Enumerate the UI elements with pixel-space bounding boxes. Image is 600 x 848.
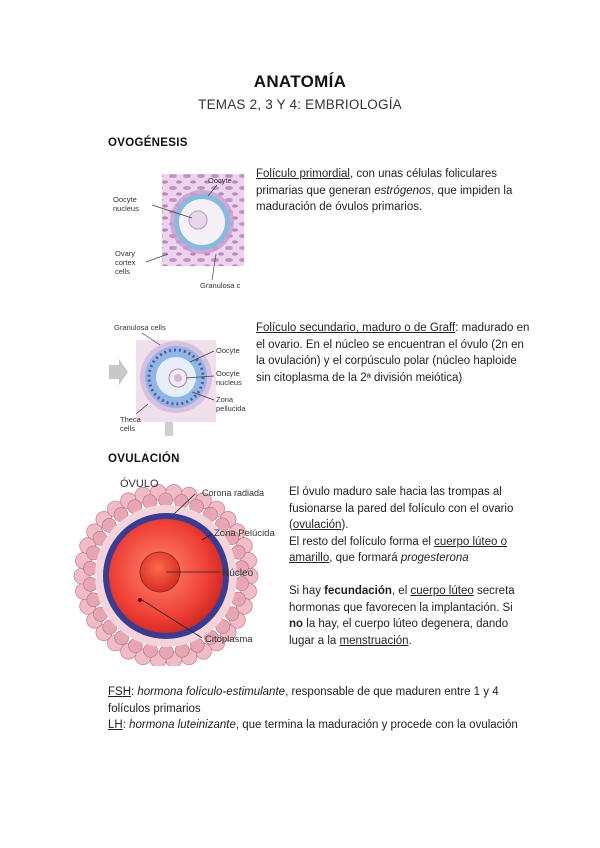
graafian-follicle-figure — [106, 320, 254, 438]
corona-cell — [159, 645, 173, 659]
paragraph-ovulation: El óvulo maduro sale hacia las trompas al fusionarse la pared del folículo con el ovario (ovulación). El resto del folículo forma el cuerpo lúteo o amarillo, que formará progesterona — [289, 486, 514, 564]
label-ovary-3: cells — [115, 267, 131, 276]
label-ovary-2: cortex — [115, 258, 136, 267]
label-citoplasma: Citoplasma — [205, 634, 253, 645]
label-zona-pelucida: Zona Pelúcida — [214, 528, 275, 539]
primordial-follicle-figure — [112, 172, 252, 294]
term-foliculo-secundario: Folículo secundario, maduro o de Graff — [256, 322, 456, 334]
label-oocyte-nucleus-1: Oocyte — [113, 195, 137, 204]
label-theca-2: cells — [120, 424, 136, 433]
label-zona-2: pellucida — [216, 404, 246, 413]
paragraph-fsh: FSH: hormona folículo-estimulante, responsable de que maduren entre 1 y 4 folículos primarios — [108, 686, 499, 715]
corona-cell — [159, 493, 173, 507]
term-foliculo-primordial: Folículo primordial — [256, 168, 350, 180]
label-theca-1: Theca — [120, 415, 141, 424]
page-title: ANATOMÍA — [253, 72, 347, 91]
oocyte-nucleus-shape — [189, 211, 207, 229]
label-oocyte: Oocyte — [208, 176, 232, 185]
arrow-icon — [109, 359, 128, 385]
label-oocyte-2: Oocyte — [216, 346, 240, 355]
term-menstruacion: menstruación — [339, 634, 409, 647]
label-oocyte-nucleus-2: nucleus — [113, 204, 139, 213]
term-cuerpo-luteo-2: cuerpo lúteo — [410, 585, 474, 597]
page-subtitle: TEMAS 2, 3 Y 4: EMBRIOLOGÍA — [198, 97, 402, 112]
term-lh-name: hormona luteinizante — [129, 719, 236, 731]
bar-shape — [165, 420, 173, 436]
section-ovulacion: OVULACIÓN — [108, 453, 180, 465]
paragraph-primordial-follicle: Folículo primordial, con unas células foliculares primarias que generan estrógenos, que impiden la maduración de óvulos primarios. — [256, 168, 513, 213]
label-zona-1: Zona — [216, 395, 234, 404]
section-ovogenesis: OVOGÉNESIS — [108, 137, 188, 149]
term-cuerpo-luteo: cuerpo lúteo o amarillo — [289, 535, 507, 564]
label-ovary-1: Ovary — [115, 249, 136, 258]
term-lh: LH — [108, 719, 123, 731]
term-fsh-name: hormona folículo-estimulante — [137, 686, 286, 698]
paragraph-fecundation: Si hay fecundación, el cuerpo lúteo secreta hormonas que favorecen la implantación. Si no la hay, el cuerpo lúteo degenera, dando lugar a la menstruación. — [289, 585, 515, 647]
term-fecundacion: fecundación — [324, 585, 392, 597]
term-ovulacion: ovulación — [292, 519, 342, 531]
term-estrogenos: estrógenos — [374, 184, 432, 197]
cytoplasm-granule — [138, 598, 142, 602]
label-ovulo: ÓVULO — [120, 478, 159, 490]
term-fsh: FSH — [108, 686, 131, 698]
ovum-figure — [62, 472, 284, 666]
label-oocyte-nucleus-2a: Oocyte — [216, 369, 240, 378]
label-granulosa: Granulosa c — [200, 281, 241, 290]
label-nucleo: Núcleo — [222, 568, 254, 579]
oocyte-nucleus-shape-2 — [174, 374, 182, 382]
label-granulosa-cells: Granulosa cells — [114, 323, 166, 332]
term-no: no — [289, 618, 304, 630]
label-oocyte-nucleus-2b: nucleus — [216, 378, 242, 387]
paragraph-lh: LH: hormona luteinizante, que termina la maduración y procede con la ovulación — [108, 719, 518, 731]
term-progesterona: progesterona — [400, 552, 469, 564]
label-corona-radiada: Corona radiada — [202, 488, 265, 498]
paragraph-graafian-follicle: Folículo secundario, maduro o de Graff: madurado en el ovario. En el núcleo se encuentran el óvulo (2n en la ovulación) y el corpúsculo polar (núcleo haploide sin citoplasma de la 2ª división meiótica) — [256, 322, 530, 384]
